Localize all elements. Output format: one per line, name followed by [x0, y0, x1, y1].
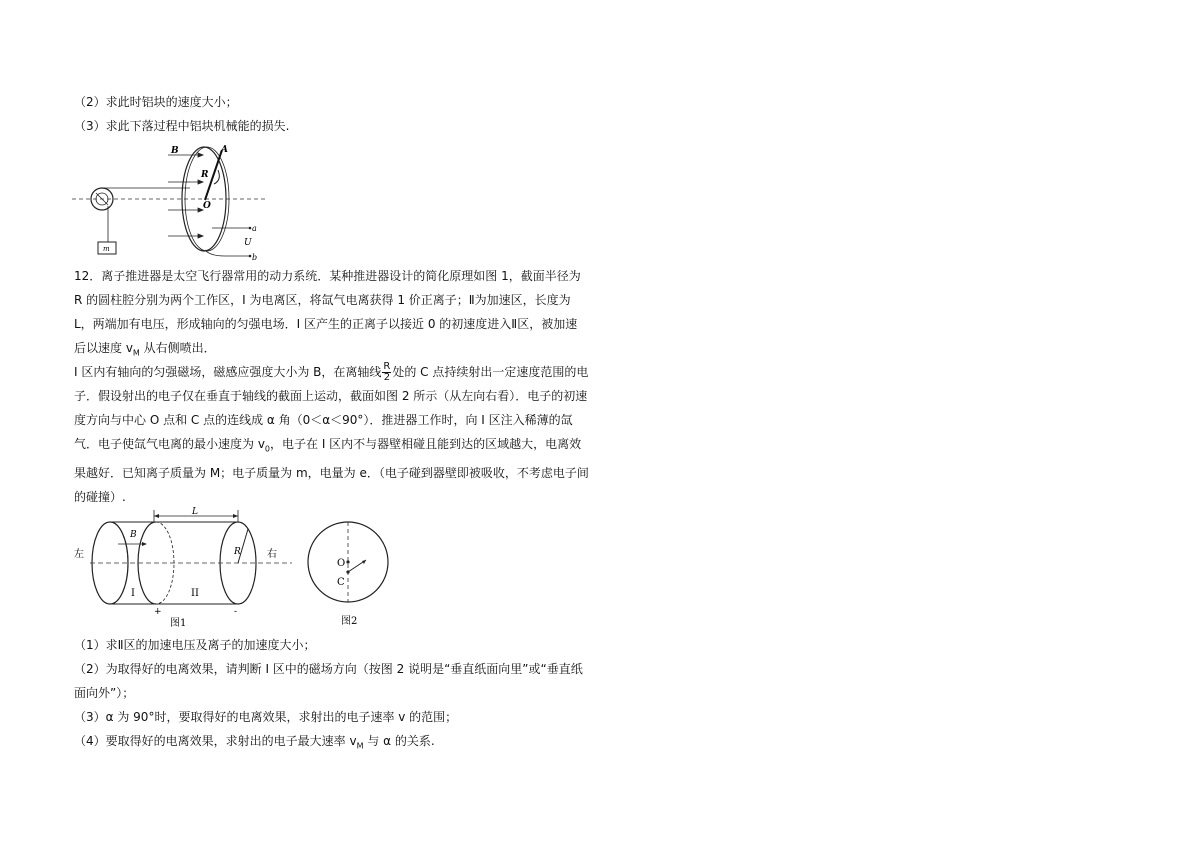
q12-intro-line-2: R 的圆柱腔分别为两个工作区，I 为电离区，将氙气电离获得 1 价正离子；Ⅱ为加速区，长度为 — [74, 293, 571, 307]
question-4: （4）要取得好的电离效果，求射出的电子最大速率 $v_M$ 与 α 的关系. — [74, 734, 435, 751]
q12-body-line-5: 果越好．已知离子质量为 M；电子质量为 m，电量为 e．（电子碰到器壁即被吸收，不考虑电子间 — [74, 466, 589, 481]
center-label-o: O — [203, 201, 211, 211]
region-label-ii: II — [191, 588, 199, 599]
q11-item-3: （3）求此下落过程中铝块机械能的损失. — [74, 119, 290, 133]
fraction-r-over-2: $\frac{R}{2}$ — [383, 361, 391, 383]
left-label: 左 — [74, 549, 84, 560]
q12-intro-line-1: 12．离子推进器是太空飞行器常用的动力系统．某种推进器设计的简化原理如图 1，截面半径为 — [74, 269, 581, 283]
label-o: O — [337, 558, 346, 569]
mass-label: m — [103, 245, 110, 253]
field-label-b: B — [130, 530, 137, 540]
question-2-line-2: 面向外”）； — [74, 686, 135, 700]
q12-body — [74, 360, 594, 509]
voltage-label-u: U — [244, 238, 252, 248]
radius-label: R — [201, 170, 209, 180]
q12-body-line-3: 度方向与中心 O 点和 C 点的连线成 α 角（0＜α＜90°）．推进器工作时，向 I 区注入稀薄的氙 — [74, 413, 573, 427]
label-c: C — [337, 577, 345, 588]
terminal-label-b: b — [252, 253, 258, 262]
q12-body-line-4: 气．电子使氙气电离的最小速度为 $v_0$，电子在 I 区内不与器壁相碰且能到达的区域越大，电离效 — [74, 437, 582, 454]
right-label: 右 — [267, 549, 277, 560]
plus-terminal: + — [154, 607, 162, 617]
region-label-i: I — [131, 588, 135, 599]
figure-1-cylinder — [70, 504, 295, 628]
q12-body-line-1: I 区内有轴向的匀强磁场，磁感应强度大小为 B，在离轴线 $\frac{R}{2}$ 处的 C 点持续射出一定速度范围的电 — [74, 361, 589, 383]
q12-intro-line-4: 后以速度 $v_M$ 从右侧喷出． — [74, 341, 216, 358]
figure-2-caption: 图2 — [341, 616, 358, 627]
field-label-b: B — [171, 146, 179, 156]
q11-figure — [70, 140, 270, 262]
q12-body-line-6: 的碰撞）. — [74, 490, 126, 505]
radius-label-r: R — [234, 547, 241, 557]
terminal-label-a: a — [252, 224, 257, 233]
question-3: （3）α 为 90°时，要取得好的电离效果，求射出的电子速率 v 的范围； — [74, 710, 458, 724]
question-1: （1）求Ⅱ区的加速电压及离子的加速度大小； — [74, 638, 316, 652]
q11-item-2: （2）求此时铝块的速度大小； — [74, 95, 238, 109]
q12-intro-line-3: L，两端加有电压，形成轴向的匀强电场．I 区产生的正离子以接近 0 的初速度进入Ⅱ区，被加速 — [74, 317, 578, 331]
length-label-l: L — [192, 507, 198, 517]
q12-body-line-2: 子．假设射出的电子仅在垂直于轴线的截面上运动，截面如图 2 所示（从左向右看）．电子的初速 — [74, 389, 588, 403]
q12-intro — [74, 264, 594, 365]
point-label-a: A — [221, 145, 228, 155]
q12-questions — [74, 633, 594, 758]
figure-1-caption: 图1 — [170, 618, 187, 628]
center-point-o — [346, 560, 349, 563]
question-2-line-1: （2）为取得好的电离效果，请判断 I 区中的磁场方向（按图 2 说明是“垂直纸面向里”或“垂直纸 — [74, 662, 583, 676]
figure-2-cross-section — [300, 514, 400, 628]
minus-terminal: - — [234, 607, 238, 617]
